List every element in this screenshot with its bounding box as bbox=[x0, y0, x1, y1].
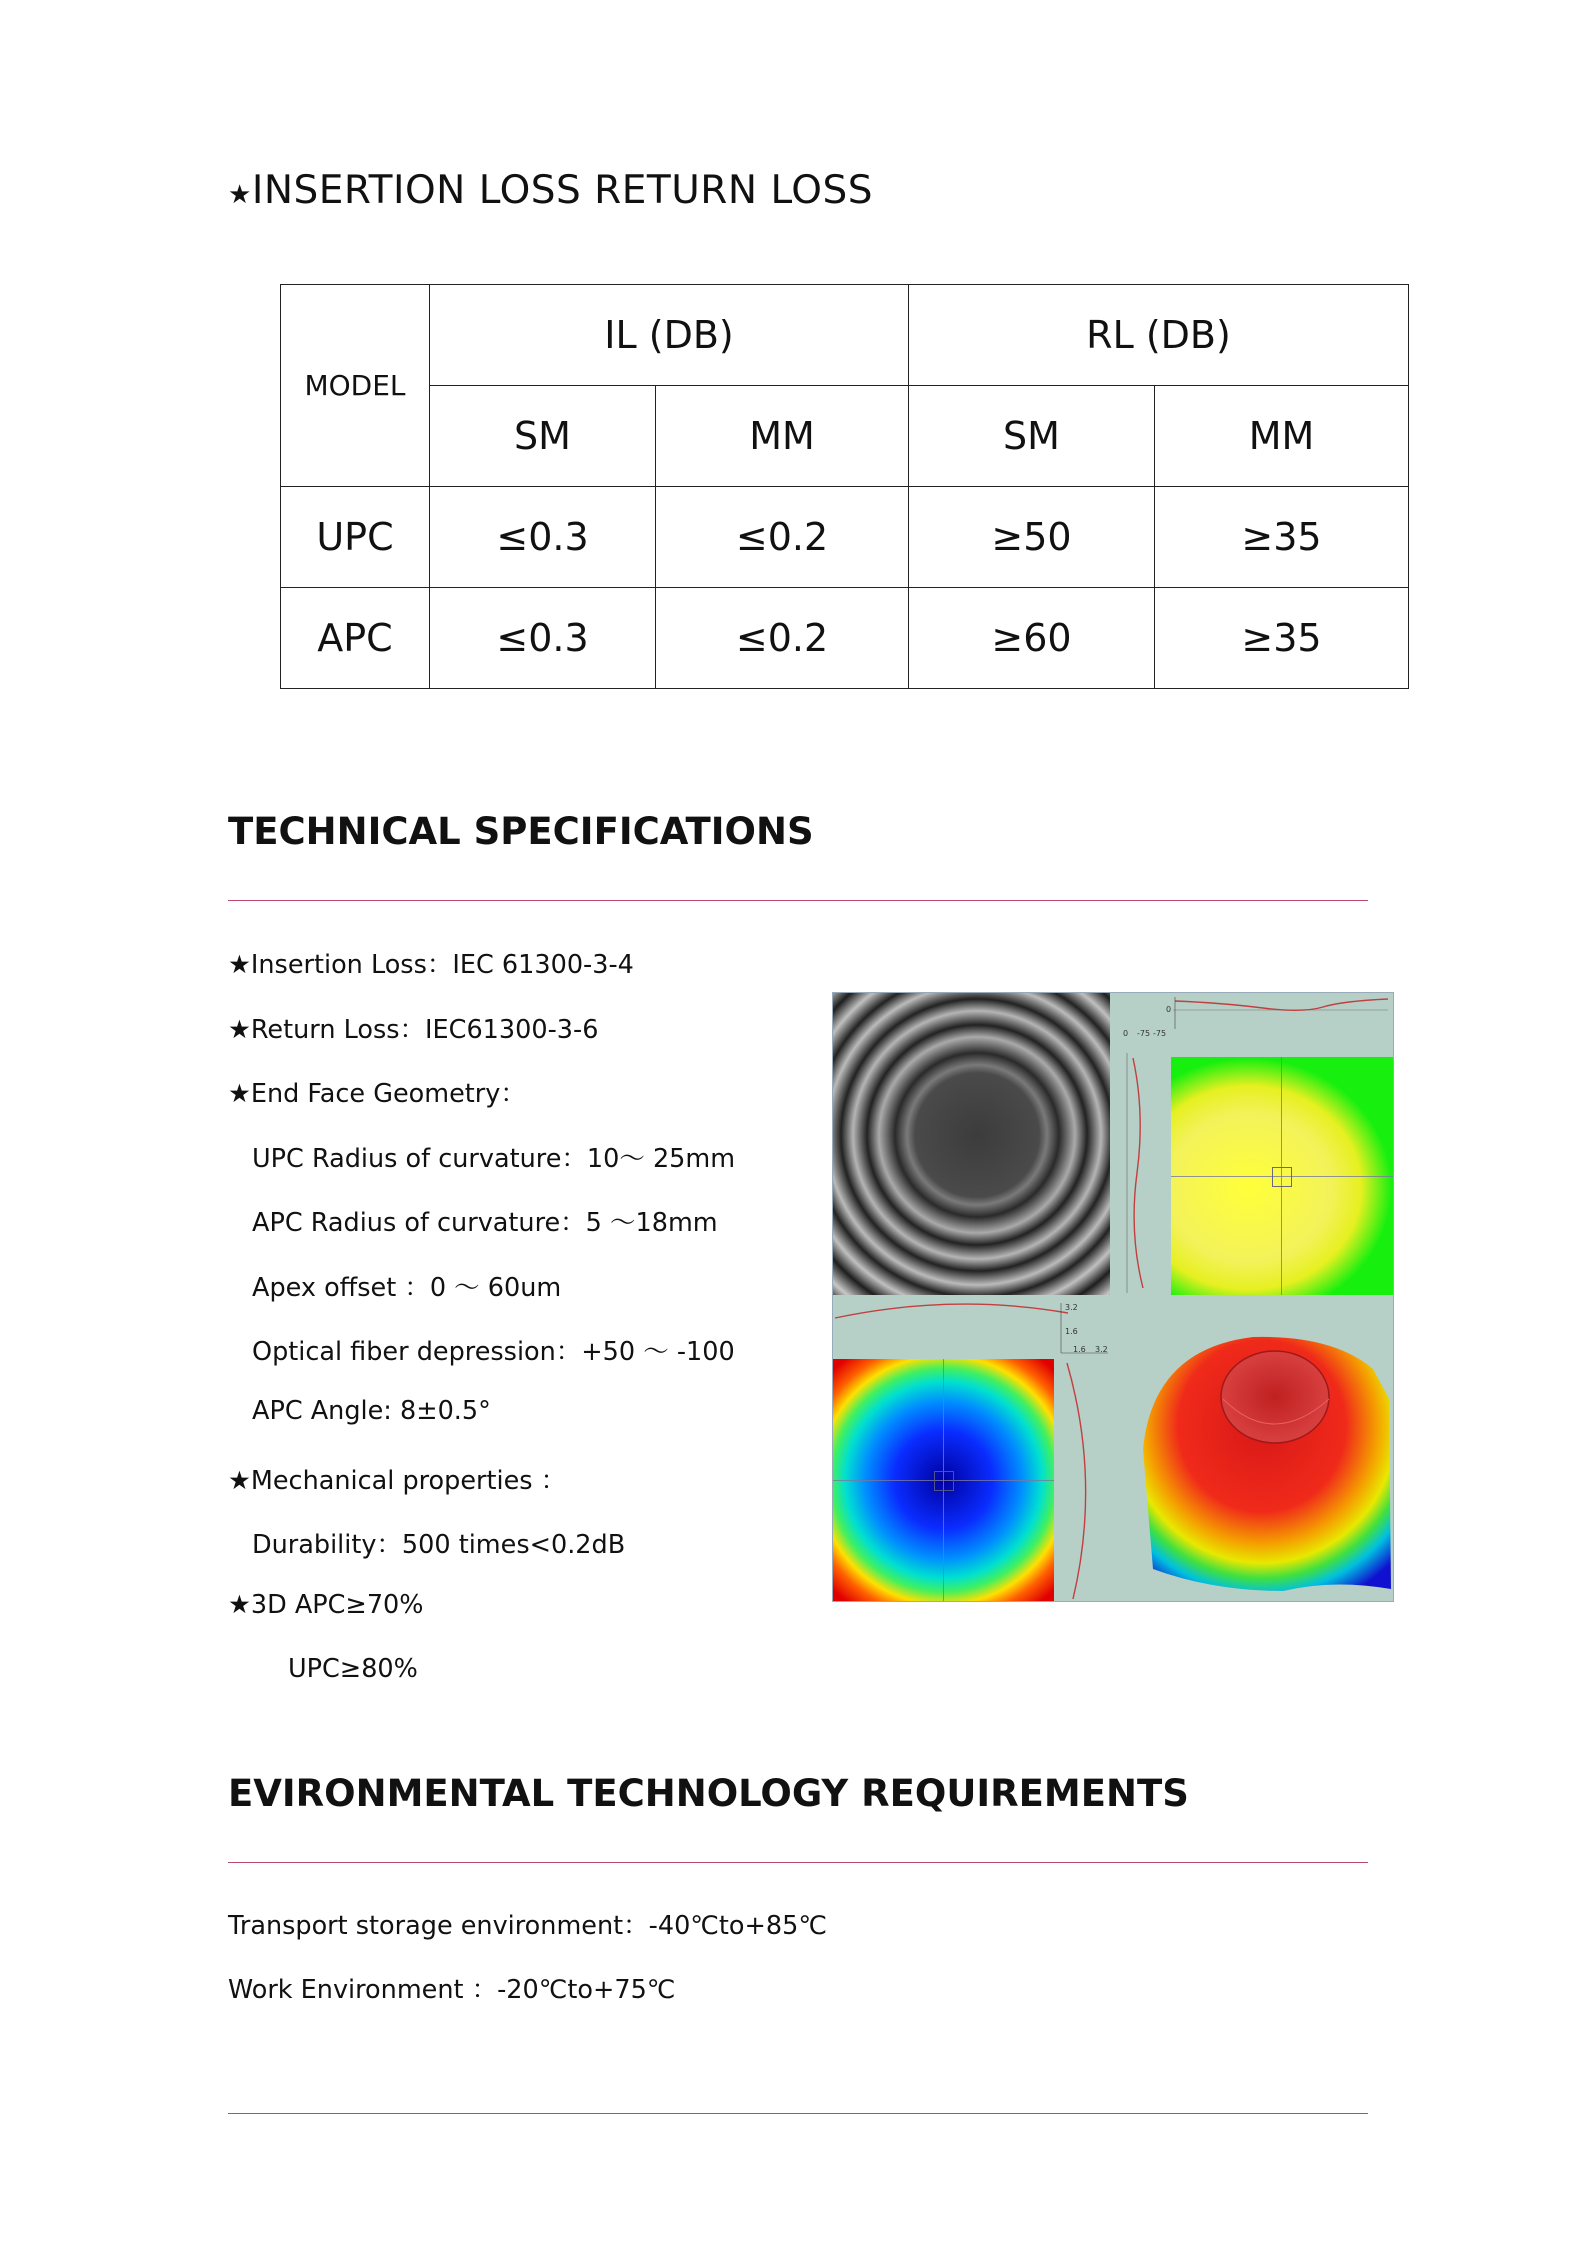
table-cell: ≥50 bbox=[909, 487, 1155, 588]
spec-item: UPC≥80% bbox=[288, 1654, 418, 1684]
spec-item: ★3D APC≥70% bbox=[228, 1590, 424, 1620]
height-map-blue-image bbox=[833, 1359, 1054, 1601]
end-face-geometry-figure bbox=[832, 992, 1394, 1602]
tech-section-title: TECHNICAL SPECIFICATIONS bbox=[228, 810, 814, 853]
sub-header: MM bbox=[1155, 386, 1409, 487]
table-cell: ≥60 bbox=[909, 588, 1155, 689]
loss-section-title: ★INSERTION LOSS RETURN LOSS bbox=[228, 168, 874, 213]
profile-trace-arc bbox=[1061, 1361, 1121, 1601]
3d-end-face-image bbox=[1133, 1329, 1393, 1601]
profile-trace-side bbox=[1123, 1053, 1153, 1298]
table-cell: ≥35 bbox=[1155, 487, 1409, 588]
table-cell: ≤0.3 bbox=[430, 487, 656, 588]
spec-item: Optical fiber depression：+50 ～ -100 bbox=[252, 1337, 735, 1367]
il-header: IL (DB) bbox=[430, 285, 909, 386]
row-model: APC bbox=[281, 588, 430, 689]
spec-item: APC Angle: 8±0.5° bbox=[252, 1396, 491, 1426]
spec-item: Durability：500 times<0.2dB bbox=[252, 1530, 626, 1560]
axis-label: 0 bbox=[1166, 1005, 1172, 1014]
spec-item: ★End Face Geometry： bbox=[228, 1079, 526, 1109]
axis-label: -75 bbox=[1137, 1029, 1151, 1038]
axis-label: 0 bbox=[1123, 1029, 1129, 1038]
axis-label: -75 bbox=[1153, 1029, 1167, 1038]
rl-header: RL (DB) bbox=[909, 285, 1409, 386]
page-footer-divider bbox=[228, 2113, 1368, 2114]
sub-header: SM bbox=[430, 386, 656, 487]
axis-label: 1.6 bbox=[1073, 1345, 1086, 1354]
interference-rings-image bbox=[833, 993, 1110, 1295]
axis-label: 3.2 bbox=[1095, 1345, 1108, 1354]
section-divider bbox=[228, 1862, 1368, 1863]
axis-label: 1.6 bbox=[1065, 1327, 1078, 1336]
sub-header: SM bbox=[909, 386, 1155, 487]
section-divider bbox=[228, 900, 1368, 901]
env-section-title: EVIRONMENTAL TECHNOLOGY REQUIREMENTS bbox=[228, 1772, 1189, 1815]
env-item: Transport storage environment：-40℃to+85℃ bbox=[228, 1911, 827, 1941]
spec-item: ★Insertion Loss：IEC 61300-3-4 bbox=[228, 950, 634, 980]
spec-item: ★Return Loss：IEC61300-3-6 bbox=[228, 1015, 599, 1045]
loss-table bbox=[280, 284, 1409, 689]
model-header: MODEL bbox=[281, 285, 430, 487]
sub-header: MM bbox=[656, 386, 909, 487]
profile-trace-top bbox=[1163, 993, 1393, 1033]
axis-label: 3.2 bbox=[1065, 1303, 1078, 1312]
row-model: UPC bbox=[281, 487, 430, 588]
star-icon: ★ bbox=[228, 180, 252, 210]
env-item: Work Environment ：-20℃to+75℃ bbox=[228, 1975, 676, 2005]
table-row bbox=[281, 487, 1409, 588]
spec-item: ★Mechanical properties ： bbox=[228, 1466, 567, 1496]
table-cell: ≤0.3 bbox=[430, 588, 656, 689]
table-cell: ≤0.2 bbox=[656, 487, 909, 588]
spec-item: APC Radius of curvature：5 ～18mm bbox=[252, 1208, 718, 1238]
table-cell: ≥35 bbox=[1155, 588, 1409, 689]
spec-item: Apex offset ：0 ～ 60um bbox=[252, 1273, 562, 1303]
spec-item: UPC Radius of curvature：10～ 25mm bbox=[252, 1144, 736, 1174]
table-cell: ≤0.2 bbox=[656, 588, 909, 689]
height-map-green-image bbox=[1171, 1057, 1393, 1295]
table-row bbox=[281, 588, 1409, 689]
